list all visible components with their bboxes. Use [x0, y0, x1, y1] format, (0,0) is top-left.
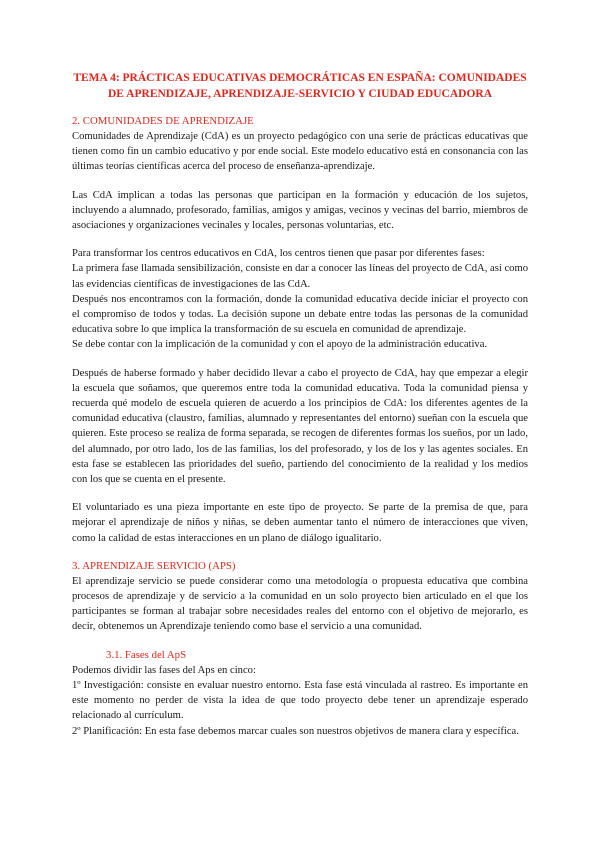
paragraph: Para transformar los centros educativos en CdA, los centros tienen que pasar por diferentes fases:	[72, 248, 485, 260]
paragraph: 2º Planificación: En esta fase debemos marcar cuales son nuestros objetivos de manera clara y específica.	[72, 725, 519, 737]
paragraph: Después nos encontramos con la formación, donde la comunidad educativa decide iniciar el proyecto con el compromiso de todos y todas. La decisión supone un debate entre todas las personas de la comunidad educativa sobre lo que implica la transformación de su escuela en comunidad de aprendizaje.	[72, 293, 528, 336]
document-body	[72, 114, 528, 739]
title-line-2: DE APRENDIZAJE, APRENDIZAJE-SERVICIO Y CIUDAD EDUCADORA	[107, 88, 493, 100]
subsection-heading-fases: 3.1. Fases del ApS	[106, 648, 187, 661]
section-heading-aprendizaje-servicio: 3. APRENDIZAJE SERVICIO (APS)	[72, 559, 236, 572]
document-title	[72, 70, 528, 102]
paragraph: 1º Investigación: consiste en evaluar nuestro entorno. Esta fase está vinculada al rastreo. Es importante en este momento no perder de vista la idea de que todo proyecto debe tener un aprendizaje esperado relacionado al currículum.	[72, 679, 528, 722]
paragraph: Comunidades de Aprendizaje (CdA) es un proyecto pedagógico con una serie de prácticas educativas que tienen como fin un cambio educativo y por ende social. Este modelo educativo está en consonancia con las últimas teorías científicas acerca del proceso de enseñanza-aprendizaje.	[72, 131, 528, 173]
title-line-1: TEMA 4: PRÁCTICAS EDUCATIVAS DEMOCRÁTICAS EN ESPAÑA: COMUNIDADES	[73, 72, 527, 84]
paragraph: La primera fase llamada sensibilización, consiste en dar a conocer las líneas del proyecto de CdA, así como las evidencias científicas de investigaciones de las CdA.	[72, 263, 528, 290]
paragraph: Después de haberse formado y haber decidido llevar a cabo el proyecto de CdA, hay que empezar a elegir la escuela que soñamos, que queremos entre toda la comunidad educativa. Toda la comunidad piensa y recuerda qué modelo de escuela quieren de acuerdo a los principios de CdA: los diferentes agentes de la comunidad educativa (claustro, familias, alumnado y representantes del entorno) sueñan con la escuela que quieren. Este proceso se realiza de forma separada, se recogen de diferentes formas los sueños, por un lado, del alumnado, por otro lado, los de las familias, los del profesorado, y los de los y las agentes sociales. En esta fase se establecen las prioridades del sueño, partiendo del conocimiento de la realidad y los medios con los que se cuenta en el presente.	[72, 367, 528, 486]
paragraph: El aprendizaje servicio se puede considerar como una metodología o propuesta educativa que combina procesos de aprendizaje y de servicio a la comunidad en un solo proyecto bien articulado en el que los participantes se forman al trabajar sobre necesidades reales del entorno con el objetivo de mejorarlo, es decir, obtenemos un Aprendizaje teniendo como base el servicio a una comunidad.	[72, 575, 528, 633]
paragraph: Las CdA implican a todas las personas que participan en la formación y educación de los sujetos, incluyendo a alumnado, profesorado, familias, amigos y amigas, vecinos y vecinas del barrio, miembros de asociaciones y organizaciones vecinales y locales, personas voluntarias, etc.	[72, 189, 528, 232]
paragraph: Podemos dividir las fases del Aps en cinco:	[72, 664, 256, 676]
section-heading-comunidades: 2. COMUNIDADES DE APRENDIZAJE	[72, 115, 254, 127]
paragraph: El voluntariado es una pieza importante en este tipo de proyecto. Se parte de la premisa de que, para mejorar el aprendizaje de niños y niñas, se deben aumentar tanto el número de interacciones que viven, como la calidad de estas interacciones en un plano de diálogo igualitario.	[72, 502, 528, 544]
paragraph: Se debe contar con la implicación de la comunidad y con el apoyo de la administración educativa.	[72, 339, 488, 351]
